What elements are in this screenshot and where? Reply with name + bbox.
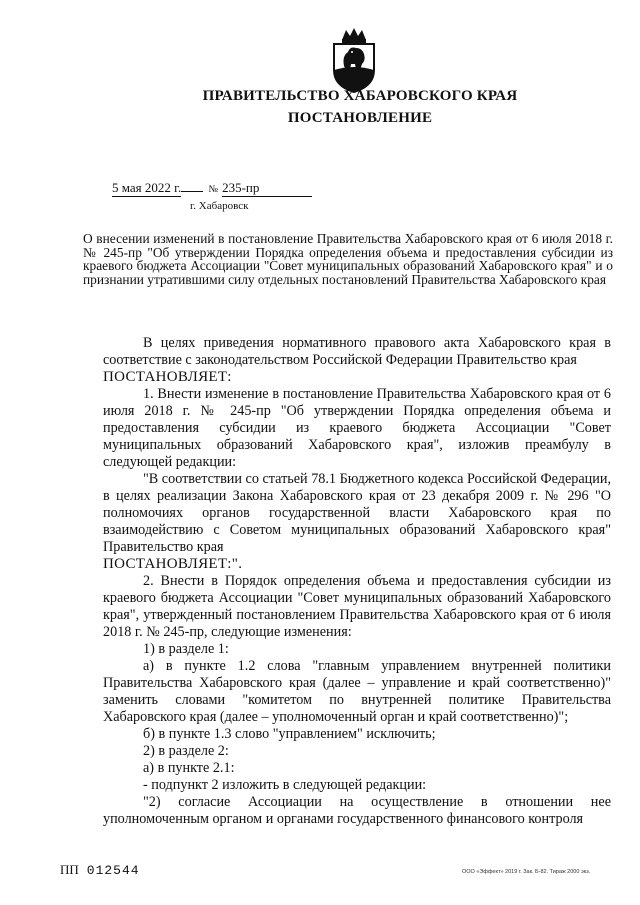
resolves-heading: ПОСТАНОВЛЯЕТ: — [103, 369, 232, 385]
subitem-1: 1) в разделе 1: — [143, 641, 229, 657]
subitem-1a: а) в пункте 1.2 слова "главным управлением внутренней политики Правительства Хабаровского края (далее – управление и край соответственно)" заменить словами "комитетом по внутренней политике Правительства Хабаровского края (далее – уполномоченный орган и край соответственно)"; — [103, 658, 611, 725]
document-serial — [60, 862, 140, 878]
document-number: 235-пр — [222, 180, 312, 197]
government-name: ПРАВИТЕЛЬСТВО ХАБАРОВСКОГО КРАЯ — [202, 88, 518, 104]
date-underline-gap — [181, 191, 203, 192]
number-sign: № — [208, 184, 219, 195]
intro-paragraph: В целях приведения нормативного правового акта Хабаровского края в соответствие с законодательством Российской Федерации Правительство края — [103, 335, 611, 368]
document-date-number — [112, 180, 312, 197]
item-2: 2. Внести в Порядок определения объема и предоставления субсидии из краевого бюджета Ассоциации "Совет муниципальных образований Хабаровского края", утвержденный постановлением Правительства Хабаровского края от 6 июля 2018 г. № 245-пр, следующие изменения: — [103, 573, 611, 640]
printer-imprint: ООО «Эффект» 2019 г. Зак. Б-82. Тираж 2000 экз. — [462, 869, 591, 875]
document-subject: О внесении изменений в постановление Правительства Хабаровского края от 6 июля 2018 г. № 245-пр "Об утверждении Порядка определения объема и предоставления субсидии из краевого бюджета Ассоциации "Совет муниципальных образований Хабаровского края" и о признании утратившими силу отдельных постановлений Правительства Хабаровского края — [83, 231, 613, 287]
subitem-1b: б) в пункте 1.3 слово "управлением" исключить; — [143, 726, 436, 742]
serial-prefix: ПП — [60, 862, 79, 877]
document-date: 5 мая 2022 г. — [112, 180, 182, 195]
document-type: ПОСТАНОВЛЕНИЕ — [287, 110, 433, 126]
subitem-2: 2) в разделе 2: — [143, 743, 229, 759]
subitem-2a: а) в пункте 2.1: — [143, 760, 235, 776]
item-1: 1. Внести изменение в постановление Правительства Хабаровского края от 6 июля 2018 г. № 245-пр "Об утверждении Порядка определения объема и предоставления субсидии из краевого бюджета Ассоциации "Совет муниципальных образований Хабаровского края", изложив преамбулу в следующей редакции: — [103, 386, 611, 470]
quote-end: ПОСТАНОВЛЯЕТ:". — [103, 556, 243, 572]
subitem-2a-text: "2) согласие Ассоциации на осуществление в отношении нее уполномоченным органом и органами государственного финансового контроля — [103, 794, 611, 827]
preamble-quote: "В соответствии со статьей 78.1 Бюджетного кодекса Российской Федерации, в целях реализации Закона Хабаровского края от 23 декабря 2009 г. № 296 "О полномочиях органов государственной власти Хабаровского края по взаимодействию с Советом муниципальных образований Хабаровского края" Правительство края — [103, 471, 611, 555]
document-city: г. Хабаровск — [190, 200, 249, 212]
document-body — [103, 335, 611, 828]
coat-of-arms-emblem — [324, 26, 384, 94]
serial-number: 012544 — [86, 863, 140, 878]
subitem-2a-dash: - подпункт 2 изложить в следующей редакции: — [143, 777, 427, 793]
